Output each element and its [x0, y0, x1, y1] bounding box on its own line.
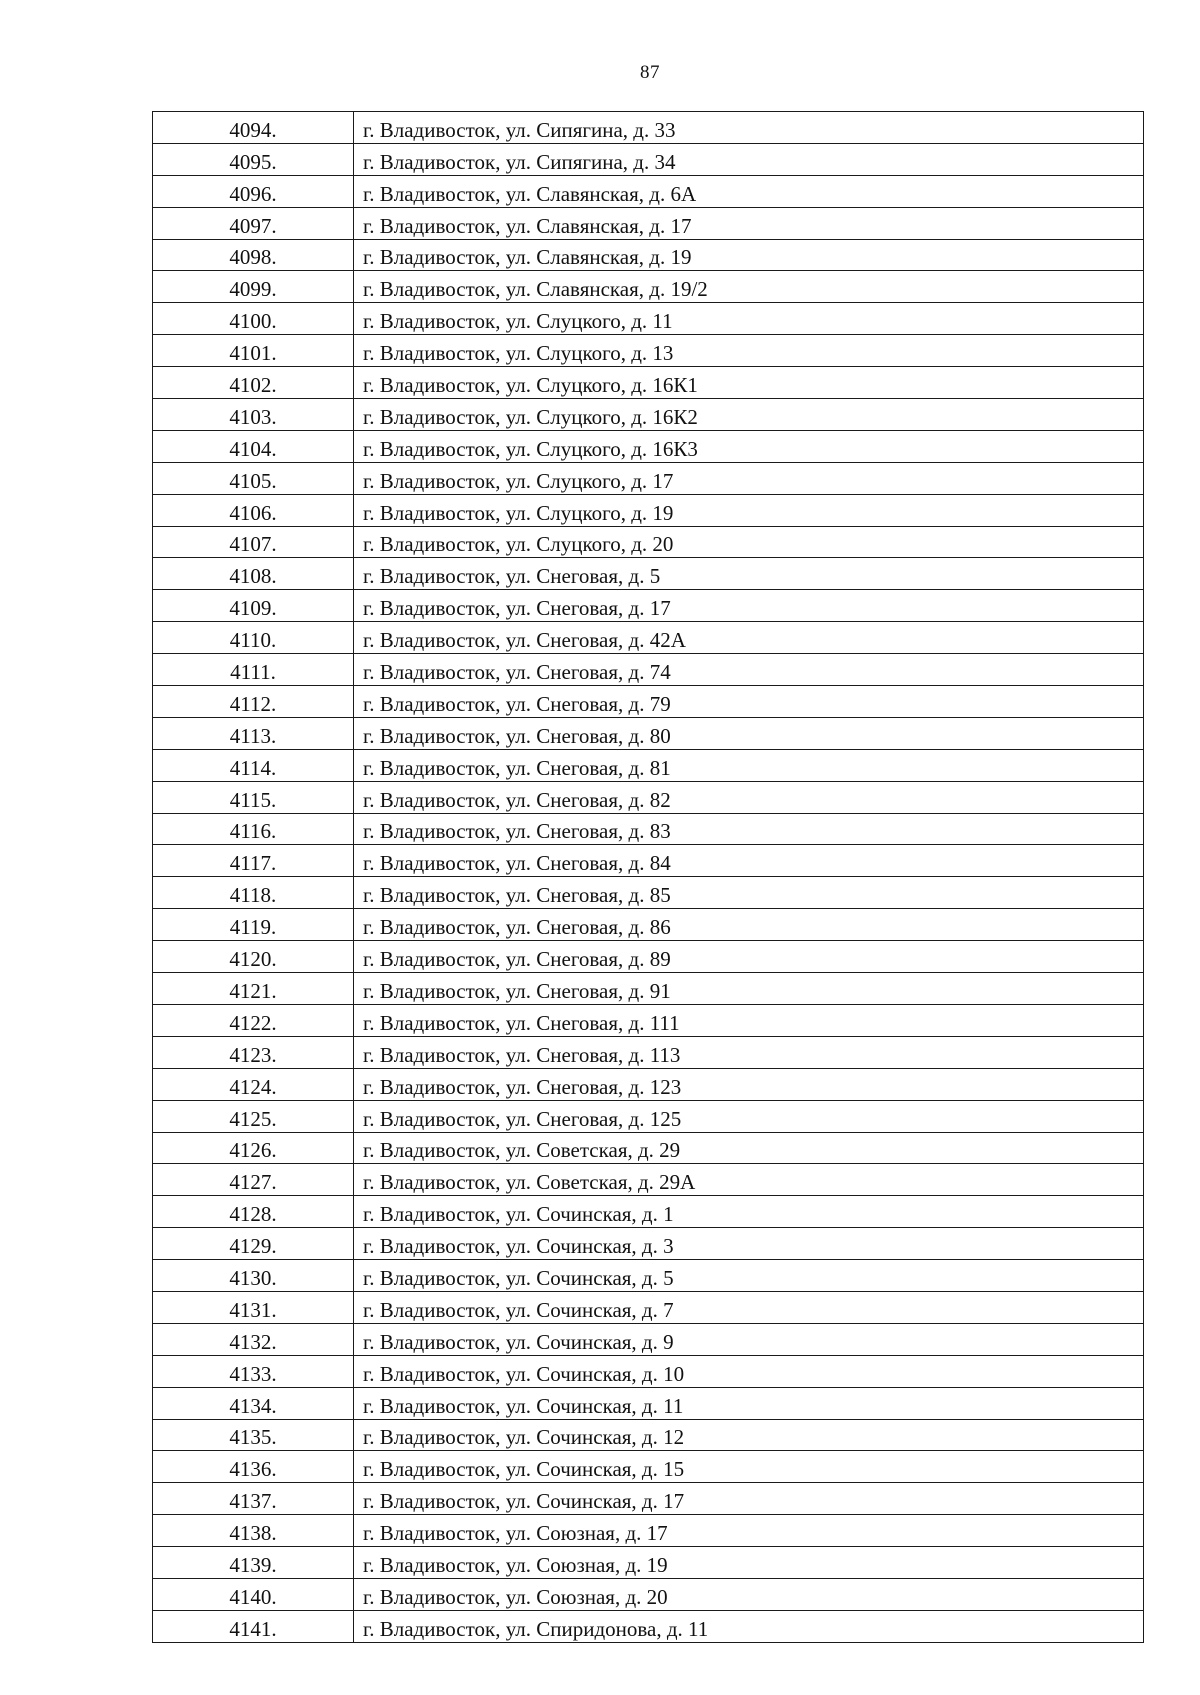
- row-number-cell: 4100.: [153, 303, 354, 335]
- table-row: [153, 462, 1144, 494]
- row-number-cell: 4136.: [153, 1451, 354, 1483]
- table-row: [153, 303, 1144, 335]
- address-cell: г. Владивосток, ул. Слуцкого, д. 19: [354, 494, 1144, 526]
- table-row: [153, 590, 1144, 622]
- table-row: [153, 973, 1144, 1005]
- address-cell: г. Владивосток, ул. Славянская, д. 17: [354, 207, 1144, 239]
- row-number-cell: 4117.: [153, 845, 354, 877]
- table-row: [153, 335, 1144, 367]
- table-row: [153, 175, 1144, 207]
- address-cell: г. Владивосток, ул. Союзная, д. 20: [354, 1578, 1144, 1610]
- address-cell: г. Владивосток, ул. Славянская, д. 19/2: [354, 271, 1144, 303]
- table-row: [153, 1228, 1144, 1260]
- row-number-cell: 4110.: [153, 622, 354, 654]
- address-cell: г. Владивосток, ул. Снеговая, д. 86: [354, 909, 1144, 941]
- table-row: [153, 654, 1144, 686]
- address-cell: г. Владивосток, ул. Сочинская, д. 9: [354, 1323, 1144, 1355]
- address-cell: г. Владивосток, ул. Спиридонова, д. 11: [354, 1610, 1144, 1642]
- table-row: [153, 526, 1144, 558]
- row-number-cell: 4130.: [153, 1260, 354, 1292]
- table-row: [153, 1068, 1144, 1100]
- address-cell: г. Владивосток, ул. Снеговая, д. 91: [354, 973, 1144, 1005]
- address-cell: г. Владивосток, ул. Славянская, д. 19: [354, 239, 1144, 271]
- table-row: [153, 941, 1144, 973]
- address-cell: г. Владивосток, ул. Союзная, д. 17: [354, 1515, 1144, 1547]
- row-number-cell: 4127.: [153, 1164, 354, 1196]
- table-row: [153, 1260, 1144, 1292]
- table-row: [153, 781, 1144, 813]
- table-row: [153, 494, 1144, 526]
- address-cell: г. Владивосток, ул. Сочинская, д. 17: [354, 1483, 1144, 1515]
- address-cell: г. Владивосток, ул. Слуцкого, д. 13: [354, 335, 1144, 367]
- table-row: [153, 1291, 1144, 1323]
- address-cell: г. Владивосток, ул. Сочинская, д. 12: [354, 1419, 1144, 1451]
- row-number-cell: 4109.: [153, 590, 354, 622]
- row-number-cell: 4119.: [153, 909, 354, 941]
- address-cell: г. Владивосток, ул. Сочинская, д. 11: [354, 1387, 1144, 1419]
- address-table: [152, 111, 1144, 1643]
- address-cell: г. Владивосток, ул. Снеговая, д. 81: [354, 749, 1144, 781]
- address-cell: г. Владивосток, ул. Снеговая, д. 80: [354, 717, 1144, 749]
- row-number-cell: 4099.: [153, 271, 354, 303]
- address-cell: г. Владивосток, ул. Слуцкого, д. 16К1: [354, 367, 1144, 399]
- address-cell: г. Владивосток, ул. Снеговая, д. 83: [354, 813, 1144, 845]
- table-row: [153, 845, 1144, 877]
- row-number-cell: 4124.: [153, 1068, 354, 1100]
- row-number-cell: 4094.: [153, 112, 354, 144]
- address-cell: г. Владивосток, ул. Слуцкого, д. 16К3: [354, 430, 1144, 462]
- table-row: [153, 1547, 1144, 1579]
- table-row: [153, 1196, 1144, 1228]
- address-cell: г. Владивосток, ул. Снеговая, д. 42А: [354, 622, 1144, 654]
- table-row: [153, 622, 1144, 654]
- row-number-cell: 4141.: [153, 1610, 354, 1642]
- row-number-cell: 4116.: [153, 813, 354, 845]
- row-number-cell: 4122.: [153, 1004, 354, 1036]
- table-row: [153, 207, 1144, 239]
- table-row: [153, 813, 1144, 845]
- row-number-cell: 4140.: [153, 1578, 354, 1610]
- row-number-cell: 4098.: [153, 239, 354, 271]
- address-cell: г. Владивосток, ул. Сипягина, д. 34: [354, 143, 1144, 175]
- row-number-cell: 4131.: [153, 1291, 354, 1323]
- row-number-cell: 4125.: [153, 1100, 354, 1132]
- address-cell: г. Владивосток, ул. Союзная, д. 19: [354, 1547, 1144, 1579]
- address-cell: г. Владивосток, ул. Снеговая, д. 17: [354, 590, 1144, 622]
- table-row: [153, 1610, 1144, 1642]
- row-number-cell: 4095.: [153, 143, 354, 175]
- table-row: [153, 1036, 1144, 1068]
- table-row: [153, 1100, 1144, 1132]
- table-row: [153, 239, 1144, 271]
- row-number-cell: 4111.: [153, 654, 354, 686]
- table-row: [153, 1419, 1144, 1451]
- table-row: [153, 1515, 1144, 1547]
- address-cell: г. Владивосток, ул. Снеговая, д. 123: [354, 1068, 1144, 1100]
- table-row: [153, 749, 1144, 781]
- address-table-body: [153, 112, 1144, 1643]
- table-row: [153, 1483, 1144, 1515]
- row-number-cell: 4121.: [153, 973, 354, 1005]
- row-number-cell: 4106.: [153, 494, 354, 526]
- table-row: [153, 1004, 1144, 1036]
- row-number-cell: 4097.: [153, 207, 354, 239]
- address-cell: г. Владивосток, ул. Сочинская, д. 3: [354, 1228, 1144, 1260]
- row-number-cell: 4096.: [153, 175, 354, 207]
- row-number-cell: 4133.: [153, 1355, 354, 1387]
- table-row: [153, 1355, 1144, 1387]
- table-row: [153, 1578, 1144, 1610]
- row-number-cell: 4128.: [153, 1196, 354, 1228]
- address-cell: г. Владивосток, ул. Снеговая, д. 111: [354, 1004, 1144, 1036]
- address-cell: г. Владивосток, ул. Сочинская, д. 5: [354, 1260, 1144, 1292]
- address-cell: г. Владивосток, ул. Слуцкого, д. 17: [354, 462, 1144, 494]
- address-cell: г. Владивосток, ул. Снеговая, д. 125: [354, 1100, 1144, 1132]
- address-cell: г. Владивосток, ул. Снеговая, д. 79: [354, 686, 1144, 718]
- row-number-cell: 4123.: [153, 1036, 354, 1068]
- row-number-cell: 4137.: [153, 1483, 354, 1515]
- page-number: 87: [640, 62, 660, 83]
- row-number-cell: 4102.: [153, 367, 354, 399]
- table-row: [153, 399, 1144, 431]
- address-cell: г. Владивосток, ул. Сочинская, д. 1: [354, 1196, 1144, 1228]
- table-row: [153, 1132, 1144, 1164]
- address-cell: г. Владивосток, ул. Советская, д. 29: [354, 1132, 1144, 1164]
- row-number-cell: 4135.: [153, 1419, 354, 1451]
- table-row: [153, 686, 1144, 718]
- address-cell: г. Владивосток, ул. Снеговая, д. 113: [354, 1036, 1144, 1068]
- address-cell: г. Владивосток, ул. Снеговая, д. 5: [354, 558, 1144, 590]
- address-cell: г. Владивосток, ул. Снеговая, д. 85: [354, 877, 1144, 909]
- table-row: [153, 271, 1144, 303]
- table-row: [153, 1323, 1144, 1355]
- table-row: [153, 1164, 1144, 1196]
- address-cell: г. Владивосток, ул. Слуцкого, д. 16К2: [354, 399, 1144, 431]
- address-cell: г. Владивосток, ул. Слуцкого, д. 11: [354, 303, 1144, 335]
- row-number-cell: 4114.: [153, 749, 354, 781]
- table-row: [153, 1451, 1144, 1483]
- table-row: [153, 143, 1144, 175]
- address-cell: г. Владивосток, ул. Советская, д. 29А: [354, 1164, 1144, 1196]
- address-cell: г. Владивосток, ул. Сочинская, д. 10: [354, 1355, 1144, 1387]
- address-cell: г. Владивосток, ул. Снеговая, д. 84: [354, 845, 1144, 877]
- row-number-cell: 4107.: [153, 526, 354, 558]
- address-cell: г. Владивосток, ул. Снеговая, д. 89: [354, 941, 1144, 973]
- row-number-cell: 4105.: [153, 462, 354, 494]
- table-row: [153, 1387, 1144, 1419]
- address-cell: г. Владивосток, ул. Славянская, д. 6А: [354, 175, 1144, 207]
- address-cell: г. Владивосток, ул. Сочинская, д. 15: [354, 1451, 1144, 1483]
- table-row: [153, 877, 1144, 909]
- row-number-cell: 4101.: [153, 335, 354, 367]
- row-number-cell: 4115.: [153, 781, 354, 813]
- row-number-cell: 4129.: [153, 1228, 354, 1260]
- row-number-cell: 4139.: [153, 1547, 354, 1579]
- row-number-cell: 4132.: [153, 1323, 354, 1355]
- address-cell: г. Владивосток, ул. Снеговая, д. 82: [354, 781, 1144, 813]
- table-row: [153, 558, 1144, 590]
- table-row: [153, 112, 1144, 144]
- table-row: [153, 717, 1144, 749]
- table-row: [153, 367, 1144, 399]
- table-row: [153, 909, 1144, 941]
- table-row: [153, 430, 1144, 462]
- address-cell: г. Владивосток, ул. Сочинская, д. 7: [354, 1291, 1144, 1323]
- address-cell: г. Владивосток, ул. Сипягина, д. 33: [354, 112, 1144, 144]
- address-cell: г. Владивосток, ул. Слуцкого, д. 20: [354, 526, 1144, 558]
- row-number-cell: 4104.: [153, 430, 354, 462]
- row-number-cell: 4134.: [153, 1387, 354, 1419]
- row-number-cell: 4103.: [153, 399, 354, 431]
- row-number-cell: 4118.: [153, 877, 354, 909]
- row-number-cell: 4138.: [153, 1515, 354, 1547]
- row-number-cell: 4126.: [153, 1132, 354, 1164]
- address-cell: г. Владивосток, ул. Снеговая, д. 74: [354, 654, 1144, 686]
- row-number-cell: 4108.: [153, 558, 354, 590]
- row-number-cell: 4113.: [153, 717, 354, 749]
- row-number-cell: 4120.: [153, 941, 354, 973]
- row-number-cell: 4112.: [153, 686, 354, 718]
